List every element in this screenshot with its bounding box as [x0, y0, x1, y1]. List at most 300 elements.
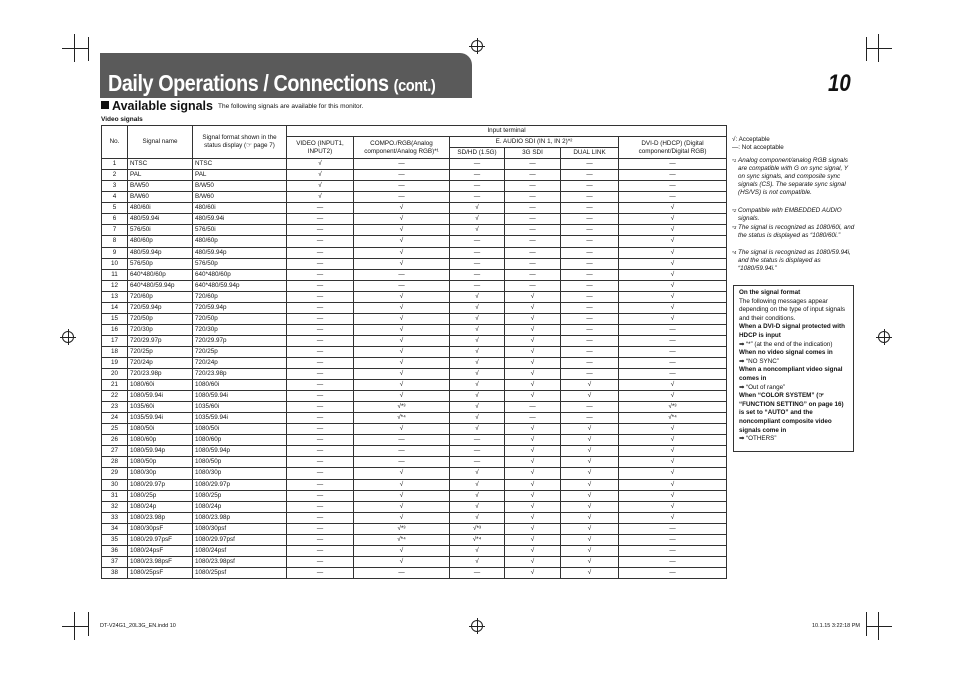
cell-compo: — — [354, 269, 450, 280]
cell-dual-link: √ — [561, 380, 619, 391]
cell-no: 34 — [102, 523, 128, 534]
cell-compo: √ — [354, 369, 450, 380]
cell-3g-sdi: — — [505, 159, 561, 170]
cell-sdhd: — — [450, 192, 505, 203]
cell-dual-link: — — [561, 369, 619, 380]
cell-dvi: √ — [619, 236, 727, 247]
table-row — [102, 534, 727, 545]
cell-3g-sdi: √ — [505, 313, 561, 324]
cell-3g-sdi: — — [505, 214, 561, 225]
cell-video: — — [287, 247, 354, 258]
cell-compo: √ — [354, 214, 450, 225]
cell-sdhd: √ — [450, 302, 505, 313]
cell-dual-link: √ — [561, 501, 619, 512]
footnote-1: *1 Analog component/analog RGB signals are compatible with G on sync signal, Y on sync signals, and composite sync signals (CS). The separate sync signal (HS/VS) is not compatible. — [732, 157, 849, 196]
cell-dual-link: √ — [561, 567, 619, 578]
cell-status-format: 480/59.94i — [193, 214, 287, 225]
cell-sdhd: — — [450, 446, 505, 457]
cell-sdhd: √ — [450, 335, 505, 346]
cell-no: 35 — [102, 534, 128, 545]
cell-signal-name: B/W50 — [128, 181, 193, 192]
cell-video: — — [287, 324, 354, 335]
cell-3g-sdi: — — [505, 170, 561, 181]
cell-dvi: √ — [619, 269, 727, 280]
cell-signal-name: NTSC — [128, 159, 193, 170]
footnote-3: *3 The signal is recognized as 1080/60i, and the status is displayed as “1080/60i.” — [732, 224, 855, 239]
cell-video: — — [287, 457, 354, 468]
cell-compo: √ — [354, 357, 450, 368]
cell-dual-link: — — [561, 269, 619, 280]
cell-3g-sdi: — — [505, 181, 561, 192]
cell-sdhd: — — [450, 236, 505, 247]
footer-timestamp: 10.1.15 3:22:18 PM — [812, 623, 861, 629]
cell-dual-link: — — [561, 357, 619, 368]
cell-no: 36 — [102, 545, 128, 556]
cell-dual-link: √ — [561, 435, 619, 446]
cell-dual-link: — — [561, 402, 619, 413]
cell-dual-link: √ — [561, 545, 619, 556]
cell-dvi: — — [619, 181, 727, 192]
cell-dual-link: — — [561, 313, 619, 324]
cell-video: — — [287, 545, 354, 556]
cell-video: — — [287, 203, 354, 214]
cell-signal-name: 720/59.94p — [128, 302, 193, 313]
cell-signal-name: 640*480/60p — [128, 269, 193, 280]
cell-dual-link: — — [561, 302, 619, 313]
cell-sdhd: √ — [450, 479, 505, 490]
cell-3g-sdi: — — [505, 258, 561, 269]
cell-signal-name: 1080/59.94i — [128, 391, 193, 402]
cell-compo: √ — [354, 203, 450, 214]
cell-video: — — [287, 567, 354, 578]
box-condition-hdcp: When a DVI-D signal protected with HDCP is input — [739, 323, 846, 339]
cell-dvi: — — [619, 324, 727, 335]
cell-dual-link: — — [561, 170, 619, 181]
cell-sdhd: √ — [450, 512, 505, 523]
cell-sdhd: √ — [450, 391, 505, 402]
cell-compo: √ — [354, 236, 450, 247]
cell-dual-link: — — [561, 280, 619, 291]
cell-no: 4 — [102, 192, 128, 203]
cell-compo: √ — [354, 380, 450, 391]
cell-sdhd: √*⁴ — [450, 534, 505, 545]
cell-status-format: 1080/23.98p — [193, 512, 287, 523]
cell-dvi: — — [619, 556, 727, 567]
table-row — [102, 567, 727, 578]
cell-compo: √ — [354, 225, 450, 236]
cell-3g-sdi: — — [505, 269, 561, 280]
cell-status-format: 720/24p — [193, 357, 287, 368]
cell-3g-sdi: √ — [505, 567, 561, 578]
cell-status-format: NTSC — [193, 159, 287, 170]
cell-status-format: 1080/59.94i — [193, 391, 287, 402]
cell-no: 23 — [102, 402, 128, 413]
table-row — [102, 357, 727, 368]
cell-sdhd: — — [450, 567, 505, 578]
cell-signal-name: B/W60 — [128, 192, 193, 203]
cell-status-format: 720/50p — [193, 313, 287, 324]
cell-sdhd: √ — [450, 357, 505, 368]
cell-sdhd: √*³ — [450, 523, 505, 534]
cell-signal-name: 1080/60i — [128, 380, 193, 391]
cell-dual-link: √ — [561, 556, 619, 567]
cell-compo: √ — [354, 512, 450, 523]
table-row — [102, 402, 727, 413]
cell-video: — — [287, 523, 354, 534]
cell-3g-sdi: √ — [505, 324, 561, 335]
cell-3g-sdi: — — [505, 236, 561, 247]
cell-dvi: √ — [619, 479, 727, 490]
cell-dual-link: — — [561, 258, 619, 269]
table-row — [102, 302, 727, 313]
table-row — [102, 413, 727, 424]
cell-3g-sdi: √ — [505, 369, 561, 380]
square-bullet-icon — [101, 101, 109, 109]
footnote-2: *2 Compatible with EMBEDDED AUDIO signals. — [732, 207, 842, 222]
signal-format-box — [733, 285, 854, 452]
cell-dual-link: — — [561, 247, 619, 258]
cell-compo: √ — [354, 501, 450, 512]
cell-compo: √ — [354, 346, 450, 357]
cell-dual-link: √ — [561, 424, 619, 435]
cell-no: 20 — [102, 369, 128, 380]
cell-video: — — [287, 357, 354, 368]
cell-dvi: √ — [619, 280, 727, 291]
cell-status-format: 1080/29.97p — [193, 479, 287, 490]
cell-status-format: 576/50i — [193, 225, 287, 236]
cell-signal-name: 720/23.98p — [128, 369, 193, 380]
cell-sdhd: — — [450, 258, 505, 269]
cell-no: 30 — [102, 479, 128, 490]
table-row — [102, 380, 727, 391]
table-row — [102, 313, 727, 324]
cell-status-format: 720/60p — [193, 291, 287, 302]
registration-mark-icon — [471, 40, 483, 52]
cell-status-format: PAL — [193, 170, 287, 181]
cell-compo: √*³ — [354, 523, 450, 534]
cell-compo: √*³ — [354, 402, 450, 413]
cell-status-format: 1080/23.98psf — [193, 556, 287, 567]
cell-no: 21 — [102, 380, 128, 391]
cell-video: — — [287, 302, 354, 313]
cell-video: — — [287, 446, 354, 457]
cell-sdhd: √ — [450, 490, 505, 501]
cell-video: — — [287, 291, 354, 302]
cell-sdhd: √ — [450, 402, 505, 413]
cell-3g-sdi: √ — [505, 545, 561, 556]
cell-compo: √ — [354, 490, 450, 501]
table-row — [102, 435, 727, 446]
box-condition-color-system: When “COLOR SYSTEM” (☞ “FUNCTION SETTING” on page 16) is set to “AUTO” and the noncompliant composite video signals come in — [739, 392, 844, 434]
cell-signal-name: 720/25p — [128, 346, 193, 357]
table-row — [102, 280, 727, 291]
cell-compo: √ — [354, 302, 450, 313]
cell-dvi: √ — [619, 424, 727, 435]
crop-mark — [866, 626, 892, 627]
cell-dual-link: — — [561, 159, 619, 170]
cell-3g-sdi: √ — [505, 468, 561, 479]
page-title: Daily Operations / Connections (cont.) — [108, 70, 436, 96]
cell-signal-name: 480/59.94i — [128, 214, 193, 225]
table-row — [102, 468, 727, 479]
cell-signal-name: 1035/60i — [128, 402, 193, 413]
cell-video: √ — [287, 181, 354, 192]
section-heading: Available signals — [101, 99, 213, 113]
cell-no: 17 — [102, 335, 128, 346]
cell-no: 3 — [102, 181, 128, 192]
table-row — [102, 346, 727, 357]
crop-mark — [88, 612, 89, 636]
cell-compo: — — [354, 192, 450, 203]
cell-no: 37 — [102, 556, 128, 567]
cell-status-format: 720/29.97p — [193, 335, 287, 346]
cell-status-format: 1035/59.94i — [193, 413, 287, 424]
cell-status-format: B/W60 — [193, 192, 287, 203]
cell-video: — — [287, 479, 354, 490]
cell-no: 7 — [102, 225, 128, 236]
cell-dual-link: √ — [561, 534, 619, 545]
cell-signal-name: 1080/50p — [128, 457, 193, 468]
cell-no: 38 — [102, 567, 128, 578]
cell-dual-link: — — [561, 203, 619, 214]
cell-status-format: 640*480/59.94p — [193, 280, 287, 291]
cell-video: √ — [287, 170, 354, 181]
cell-status-format: 1080/25psf — [193, 567, 287, 578]
cell-3g-sdi: √ — [505, 391, 561, 402]
cell-compo: — — [354, 159, 450, 170]
table-row — [102, 335, 727, 346]
legend-not-acceptable: —: Not acceptable — [732, 144, 784, 152]
cell-no: 18 — [102, 346, 128, 357]
cell-compo: — — [354, 446, 450, 457]
cell-dvi: — — [619, 357, 727, 368]
cell-no: 13 — [102, 291, 128, 302]
cell-compo: — — [354, 280, 450, 291]
cell-video: — — [287, 280, 354, 291]
table-row — [102, 236, 727, 247]
cell-video: — — [287, 225, 354, 236]
cell-signal-name: 576/50p — [128, 258, 193, 269]
table-row — [102, 446, 727, 457]
header-no: No. — [102, 126, 128, 159]
cell-3g-sdi: √ — [505, 512, 561, 523]
table-row — [102, 512, 727, 523]
cell-signal-name: PAL — [128, 170, 193, 181]
cell-no: 5 — [102, 203, 128, 214]
table-row — [102, 556, 727, 567]
cell-signal-name: 720/29.97p — [128, 335, 193, 346]
cell-signal-name: 480/60p — [128, 236, 193, 247]
section-description: The following signals are available for this monitor. — [218, 103, 364, 110]
cell-no: 16 — [102, 324, 128, 335]
cell-no: 28 — [102, 457, 128, 468]
cell-sdhd: √ — [450, 313, 505, 324]
cell-status-format: 1080/30psf — [193, 523, 287, 534]
cell-dvi: √ — [619, 391, 727, 402]
cell-compo: √ — [354, 556, 450, 567]
table-subheading: Video signals — [101, 116, 143, 123]
cell-video: √ — [287, 159, 354, 170]
header-3g-sdi: 3G SDI — [505, 148, 561, 159]
cell-sdhd: — — [450, 435, 505, 446]
cell-dvi: — — [619, 159, 727, 170]
cell-no: 2 — [102, 170, 128, 181]
cell-compo: √ — [354, 468, 450, 479]
cell-sdhd: √ — [450, 413, 505, 424]
cell-compo: √ — [354, 247, 450, 258]
cell-dual-link: √ — [561, 391, 619, 402]
table-row — [102, 159, 727, 170]
cell-dual-link: √ — [561, 523, 619, 534]
crop-mark — [866, 37, 867, 61]
cell-no: 29 — [102, 468, 128, 479]
cell-3g-sdi: √ — [505, 302, 561, 313]
signal-table-body — [102, 159, 727, 579]
cell-no: 24 — [102, 413, 128, 424]
cell-dvi: — — [619, 369, 727, 380]
cell-3g-sdi: √ — [505, 501, 561, 512]
cell-3g-sdi: — — [505, 203, 561, 214]
cell-signal-name: 1080/29.97p — [128, 479, 193, 490]
cell-compo: √ — [354, 479, 450, 490]
cell-dvi: — — [619, 335, 727, 346]
cell-dual-link: — — [561, 291, 619, 302]
table-row — [102, 203, 727, 214]
cell-3g-sdi: — — [505, 192, 561, 203]
cell-dual-link: — — [561, 413, 619, 424]
crop-mark — [878, 34, 879, 62]
cell-dvi: — — [619, 170, 727, 181]
cell-no: 26 — [102, 435, 128, 446]
cell-compo: — — [354, 567, 450, 578]
cell-sdhd: √ — [450, 324, 505, 335]
cell-dvi: — — [619, 346, 727, 357]
crop-mark — [74, 612, 75, 640]
cell-3g-sdi: √ — [505, 446, 561, 457]
cell-sdhd: — — [450, 280, 505, 291]
cell-video: — — [287, 413, 354, 424]
cell-status-format: 1080/25p — [193, 490, 287, 501]
cell-dvi: √ — [619, 501, 727, 512]
cell-3g-sdi: √ — [505, 457, 561, 468]
cell-status-format: 1080/29.97psf — [193, 534, 287, 545]
cell-dvi: √ — [619, 203, 727, 214]
table-row — [102, 258, 727, 269]
cell-video: — — [287, 236, 354, 247]
header-signal-name: Signal name — [128, 126, 193, 159]
crop-mark — [74, 34, 75, 62]
cell-no: 11 — [102, 269, 128, 280]
cell-compo: √ — [354, 313, 450, 324]
cell-dual-link: √ — [561, 468, 619, 479]
cell-video: — — [287, 534, 354, 545]
cell-dvi: — — [619, 523, 727, 534]
cell-dvi: √ — [619, 512, 727, 523]
header-sdhd: SD/HD (1.5G) — [450, 148, 505, 159]
cell-status-format: B/W50 — [193, 181, 287, 192]
registration-mark-icon — [878, 331, 890, 343]
cell-dual-link: — — [561, 214, 619, 225]
cell-sdhd: — — [450, 457, 505, 468]
cell-compo: √ — [354, 391, 450, 402]
cell-dvi: √*⁴ — [619, 413, 727, 424]
cell-no: 25 — [102, 424, 128, 435]
cell-dvi: √ — [619, 380, 727, 391]
box-intro: The following messages appear depending on the type of input signals and their conditions. — [739, 297, 846, 322]
cell-signal-name: 720/24p — [128, 357, 193, 368]
table-row — [102, 192, 727, 203]
cell-sdhd: √ — [450, 203, 505, 214]
legend-acceptable: √: Acceptable — [732, 136, 770, 143]
table-row — [102, 269, 727, 280]
cell-video: — — [287, 391, 354, 402]
box-condition-no-signal: When no video signal comes in — [739, 349, 833, 357]
table-row — [102, 545, 727, 556]
cell-no: 19 — [102, 357, 128, 368]
cell-sdhd: √ — [450, 545, 505, 556]
cell-no: 1 — [102, 159, 128, 170]
cell-compo: √*⁴ — [354, 413, 450, 424]
cell-sdhd: √ — [450, 501, 505, 512]
cell-no: 27 — [102, 446, 128, 457]
cell-sdhd: √ — [450, 214, 505, 225]
cell-signal-name: 1080/24psF — [128, 545, 193, 556]
cell-3g-sdi: √ — [505, 479, 561, 490]
cell-3g-sdi: — — [505, 413, 561, 424]
cell-status-format: 1080/59.94p — [193, 446, 287, 457]
cell-no: 14 — [102, 302, 128, 313]
cell-sdhd: — — [450, 181, 505, 192]
cell-dvi: √ — [619, 291, 727, 302]
cell-status-format: 1080/50i — [193, 424, 287, 435]
cell-status-format: 1035/60i — [193, 402, 287, 413]
header-video: VIDEO (INPUT1, INPUT2) — [287, 137, 354, 159]
cell-status-format: 720/25p — [193, 346, 287, 357]
crop-mark — [88, 37, 89, 61]
cell-signal-name: 720/60p — [128, 291, 193, 302]
cell-dvi: — — [619, 534, 727, 545]
cell-3g-sdi: √ — [505, 534, 561, 545]
cell-signal-name: 1080/24p — [128, 501, 193, 512]
table-row — [102, 523, 727, 534]
cell-video: — — [287, 490, 354, 501]
cell-3g-sdi: √ — [505, 357, 561, 368]
cell-dvi: √ — [619, 313, 727, 324]
cell-signal-name: 1035/59.94i — [128, 413, 193, 424]
cell-signal-name: 640*480/59.94p — [128, 280, 193, 291]
cell-compo: √ — [354, 291, 450, 302]
footnote-4: *4 The signal is recognized as 1080/59.94i, and the status is displayed as “1080/59.94i.” — [732, 249, 851, 272]
cell-3g-sdi: — — [505, 402, 561, 413]
cell-3g-sdi: √ — [505, 424, 561, 435]
signal-table — [101, 125, 727, 579]
cell-video: — — [287, 335, 354, 346]
cell-3g-sdi: √ — [505, 523, 561, 534]
legend — [732, 136, 784, 152]
cell-3g-sdi: √ — [505, 490, 561, 501]
cell-signal-name: 1080/30p — [128, 468, 193, 479]
table-row — [102, 170, 727, 181]
cell-signal-name: 1080/23.98p — [128, 512, 193, 523]
cell-sdhd: √ — [450, 380, 505, 391]
cell-sdhd: — — [450, 247, 505, 258]
cell-sdhd: — — [450, 269, 505, 280]
cell-sdhd: — — [450, 170, 505, 181]
cell-signal-name: 576/50i — [128, 225, 193, 236]
cell-signal-name: 720/30p — [128, 324, 193, 335]
table-row — [102, 501, 727, 512]
registration-mark-icon — [62, 331, 74, 343]
